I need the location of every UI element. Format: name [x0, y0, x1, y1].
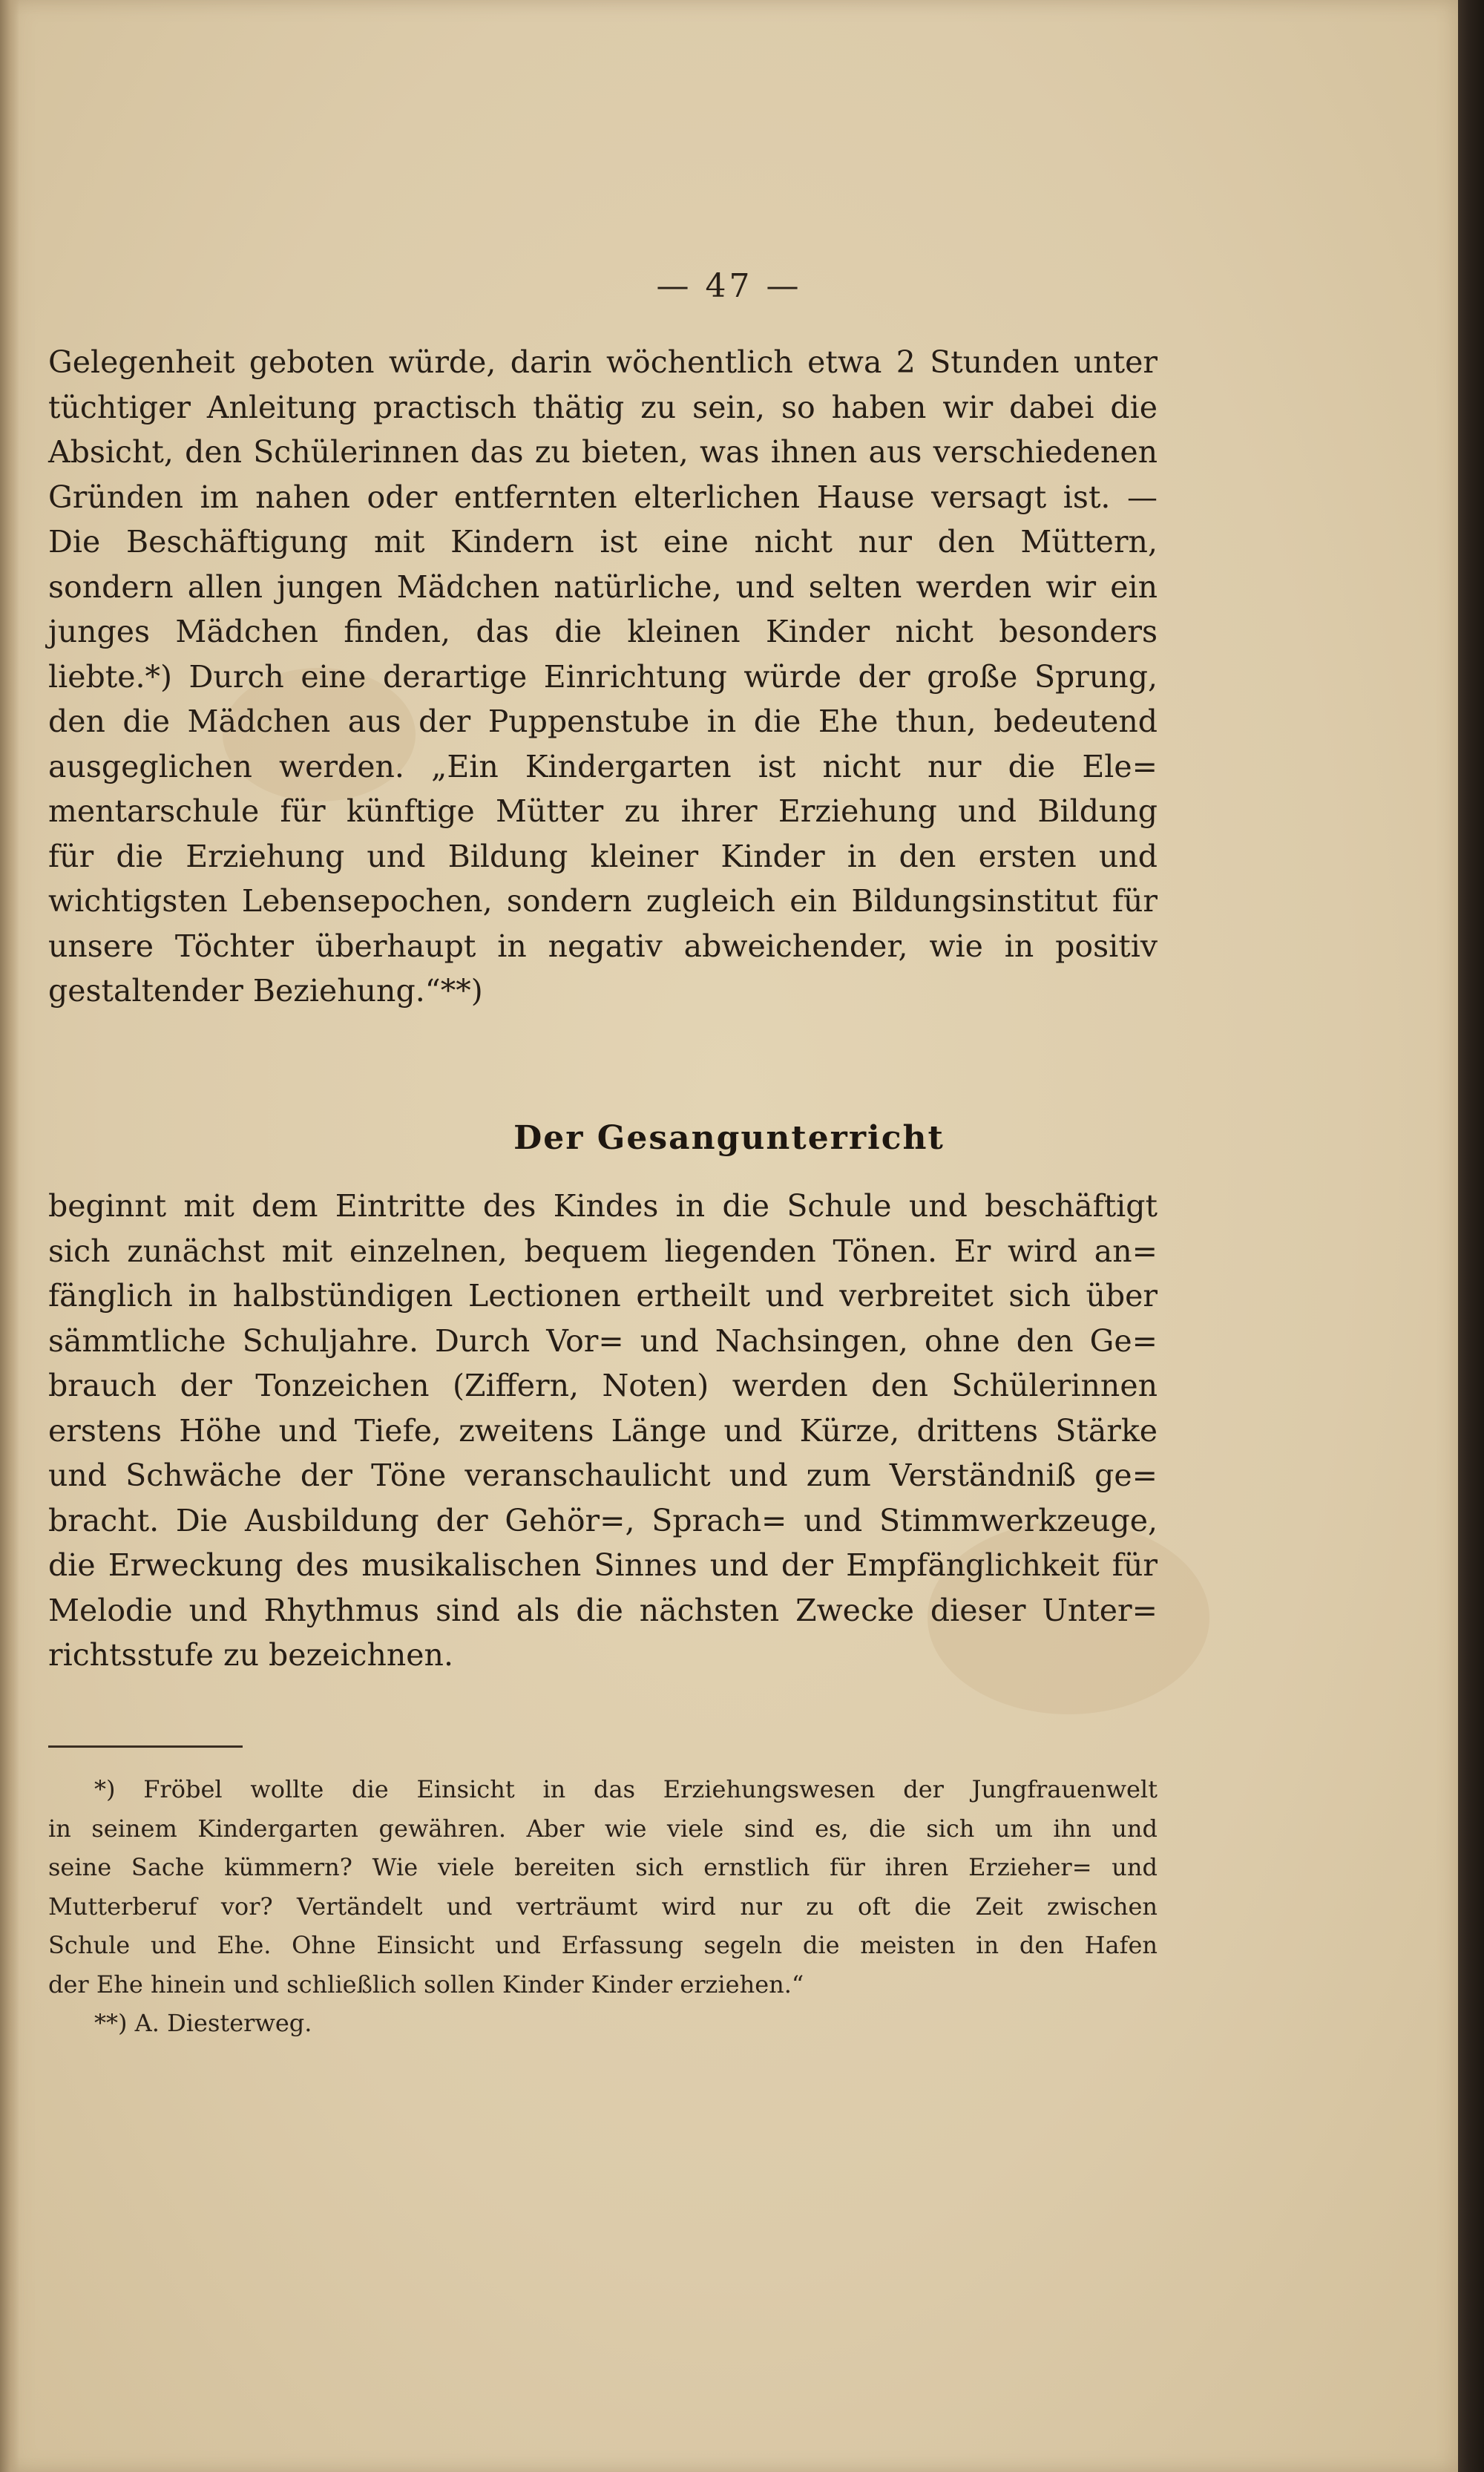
text-line: liebte.*) Durch eine derartige Einrichtung würde der große Sprung, [48, 658, 1158, 695]
paragraph-gesangunterricht [48, 1184, 1158, 1678]
dark-background-edge [1458, 0, 1484, 2472]
text-line: gestaltender Beziehung.“**) [48, 973, 483, 1009]
text-line: Absicht, den Schülerinnen das zu bieten, was ihnen aus verschiedenen [48, 434, 1158, 470]
footnote-line: *) Fröbel wollte die Einsicht in das Erziehungswesen der Jungfrauenwelt [94, 1775, 1158, 1803]
footnote-line: Schule und Ehe. Ohne Einsicht und Erfassung segeln die meisten in den Hafen [48, 1931, 1158, 1959]
text-line: Melodie und Rhythmus sind als die nächsten Zwecke dieser Unter= [48, 1592, 1158, 1628]
text-line: für die Erziehung und Bildung kleiner Kinder in den ersten und [48, 838, 1158, 874]
footnote-diesterweg: **) A. Diesterweg. [94, 2009, 312, 2037]
footnote-line: seine Sache kümmern? Wie viele bereiten sich ernstlich für ihren Erzieher= und [48, 1853, 1158, 1881]
text-line: Gründen im nahen oder entfernten elterlichen Hause versagt ist. — [48, 479, 1158, 515]
section-heading: Der Gesangunterricht [513, 1119, 945, 1157]
footnote-divider [48, 1745, 243, 1748]
text-line: wichtigsten Lebensepochen, sondern zugleich ein Bildungsinstitut für [48, 883, 1158, 919]
text-line: richtsstufe zu bezeichnen. [48, 1637, 453, 1673]
text-line: sondern allen jungen Mädchen natürliche, und selten werden wir ein [48, 568, 1158, 605]
footnote-line: der Ehe hinein und schließlich sollen Kinder Kinder erziehen.“ [48, 1970, 804, 1999]
text-line: und Schwäche der Töne veranschaulicht und zum Verständniß ge= [48, 1458, 1158, 1493]
text-line: ausgeglichen werden. „Ein Kindergarten ist nicht nur die Ele= [48, 748, 1158, 784]
footnote-line: in seinem Kindergarten gewähren. Aber wie viele sind es, die sich um ihn und [48, 1814, 1158, 1843]
text-line: tüchtiger Anleitung practisch thätig zu sein, so haben wir dabei die [48, 389, 1158, 425]
text-line: unsere Töchter überhaupt in negativ abweichender, wie in positiv [48, 928, 1158, 964]
paragraph-kindergarten [48, 340, 1158, 1014]
text-line: sämmtliche Schuljahre. Durch Vor= und Nachsingen, ohne den Ge= [48, 1322, 1158, 1359]
text-line: beginnt mit dem Eintritte des Kindes in die Schule und beschäftigt [48, 1188, 1158, 1224]
footnote-line: Mutterberuf vor? Vertändelt und verträumt wird nur zu oft die Zeit zwischen [48, 1892, 1158, 1921]
text-line: Gelegenheit geboten würde, darin wöchentlich etwa 2 Stunden unter [48, 344, 1158, 380]
text-line: bracht. Die Ausbildung der Gehör=, Sprach= und Stimmwerkzeuge, [48, 1502, 1158, 1538]
binding-edge [0, 0, 19, 2472]
text-line: junges Mädchen finden, das die kleinen Kinder nicht besonders [48, 614, 1158, 649]
text-line: fänglich in halbstündigen Lectionen ertheilt und verbreitet sich über [48, 1278, 1158, 1314]
page-number: — 47 — [656, 267, 802, 305]
footnotes [48, 1770, 1158, 2043]
text-line: die Erweckung des musikalischen Sinnes und der Empfänglichkeit für [48, 1547, 1158, 1583]
text-line: Die Beschäftigung mit Kindern ist eine nicht nur den Müttern, [48, 524, 1158, 560]
text-line: den die Mädchen aus der Puppenstube in die Ehe thun, bedeutend [48, 704, 1158, 739]
text-line: sich zunächst mit einzelnen, bequem liegenden Tönen. Er wird an= [48, 1233, 1158, 1269]
text-line: brauch der Tonzeichen (Ziffern, Noten) werden den Schülerinnen [48, 1368, 1158, 1403]
text-line: mentarschule für künftige Mütter zu ihrer Erziehung und Bildung [48, 793, 1158, 829]
text-line: erstens Höhe und Tiefe, zweitens Länge und Kürze, drittens Stärke [48, 1412, 1158, 1449]
